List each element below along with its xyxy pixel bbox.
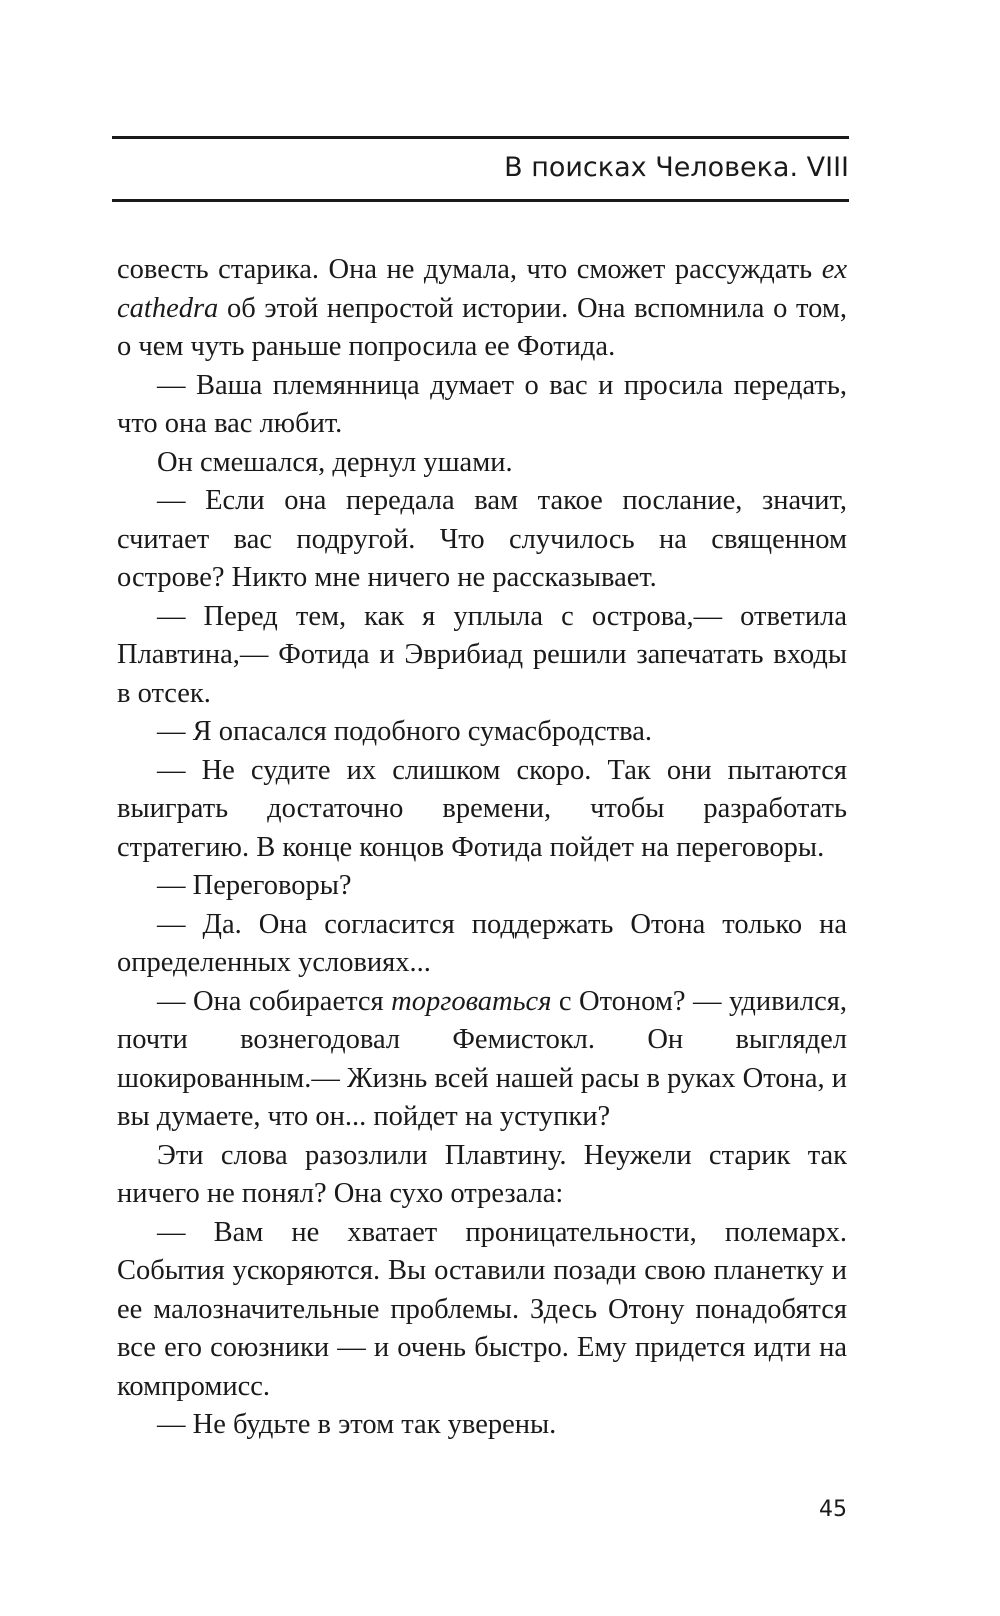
emphasis: торговаться xyxy=(391,985,552,1017)
paragraph: — Она собирается торговаться с Отоном? — удивился, почти вознегодовал Фемистокл. Он выглядел шокированным.— Жизнь всей нашей расы в руках Отона, и вы думаете, что он... пойдет на уступки? xyxy=(117,985,848,1132)
emphasis: ex cathedra xyxy=(117,254,847,324)
paragraph: — Я опасался подобного сумасбродства. xyxy=(157,716,652,747)
header-rule-top xyxy=(112,136,849,139)
paragraph: — Если она передала вам такое послание, значит, считает вас подругой. Что случилось на священном острове? Никто мне ничего не рассказывает. xyxy=(117,485,847,593)
paragraph: — Не судите их слишком скоро. Так они пытаются выиграть достаточно времени, чтобы разработать стратегию. В конце концов Фотида пойдет на переговоры. xyxy=(117,754,847,863)
running-title: В поисках Человека. VIII xyxy=(504,152,849,183)
paragraph: — Вам не хватает проницательности, полемарх. События ускоряются. Вы оставили позади свою планетку и ее малозначительные проблемы. Здесь Отону понадобятся все его союзники — и очень быстро. Ему придется идти на компромисс. xyxy=(117,1216,847,1402)
paragraph: — Переговоры? xyxy=(157,870,352,901)
body-text xyxy=(117,251,847,1445)
paragraph: совесть старика. Она не думала, что сможет рассуждать ex cathedra об этой непростой истории. Она вспомнила о том, о чем чуть раньше попросила ее Фотида. xyxy=(117,254,847,362)
paragraph: — Перед тем, как я уплыла с острова,— ответила Плавтина,— Фотида и Эврибиад решили запечатать входы в отсек. xyxy=(117,600,847,709)
paragraph: — Не будьте в этом так уверены. xyxy=(157,1409,557,1440)
paragraph: Он смешался, дернул ушами. xyxy=(157,446,513,478)
header-rule-bottom xyxy=(112,199,849,202)
paragraph: Эти слова разозлили Плавтину. Неужели старик так ничего не понял? Она сухо отрезала: xyxy=(117,1139,847,1209)
paragraph: — Да. Она согласится поддержать Отона только на определенных условиях... xyxy=(117,908,847,978)
page-number: 45 xyxy=(819,1497,847,1522)
paragraph: — Ваша племянница думает о вас и просила передать, что она вас любит. xyxy=(117,369,847,439)
